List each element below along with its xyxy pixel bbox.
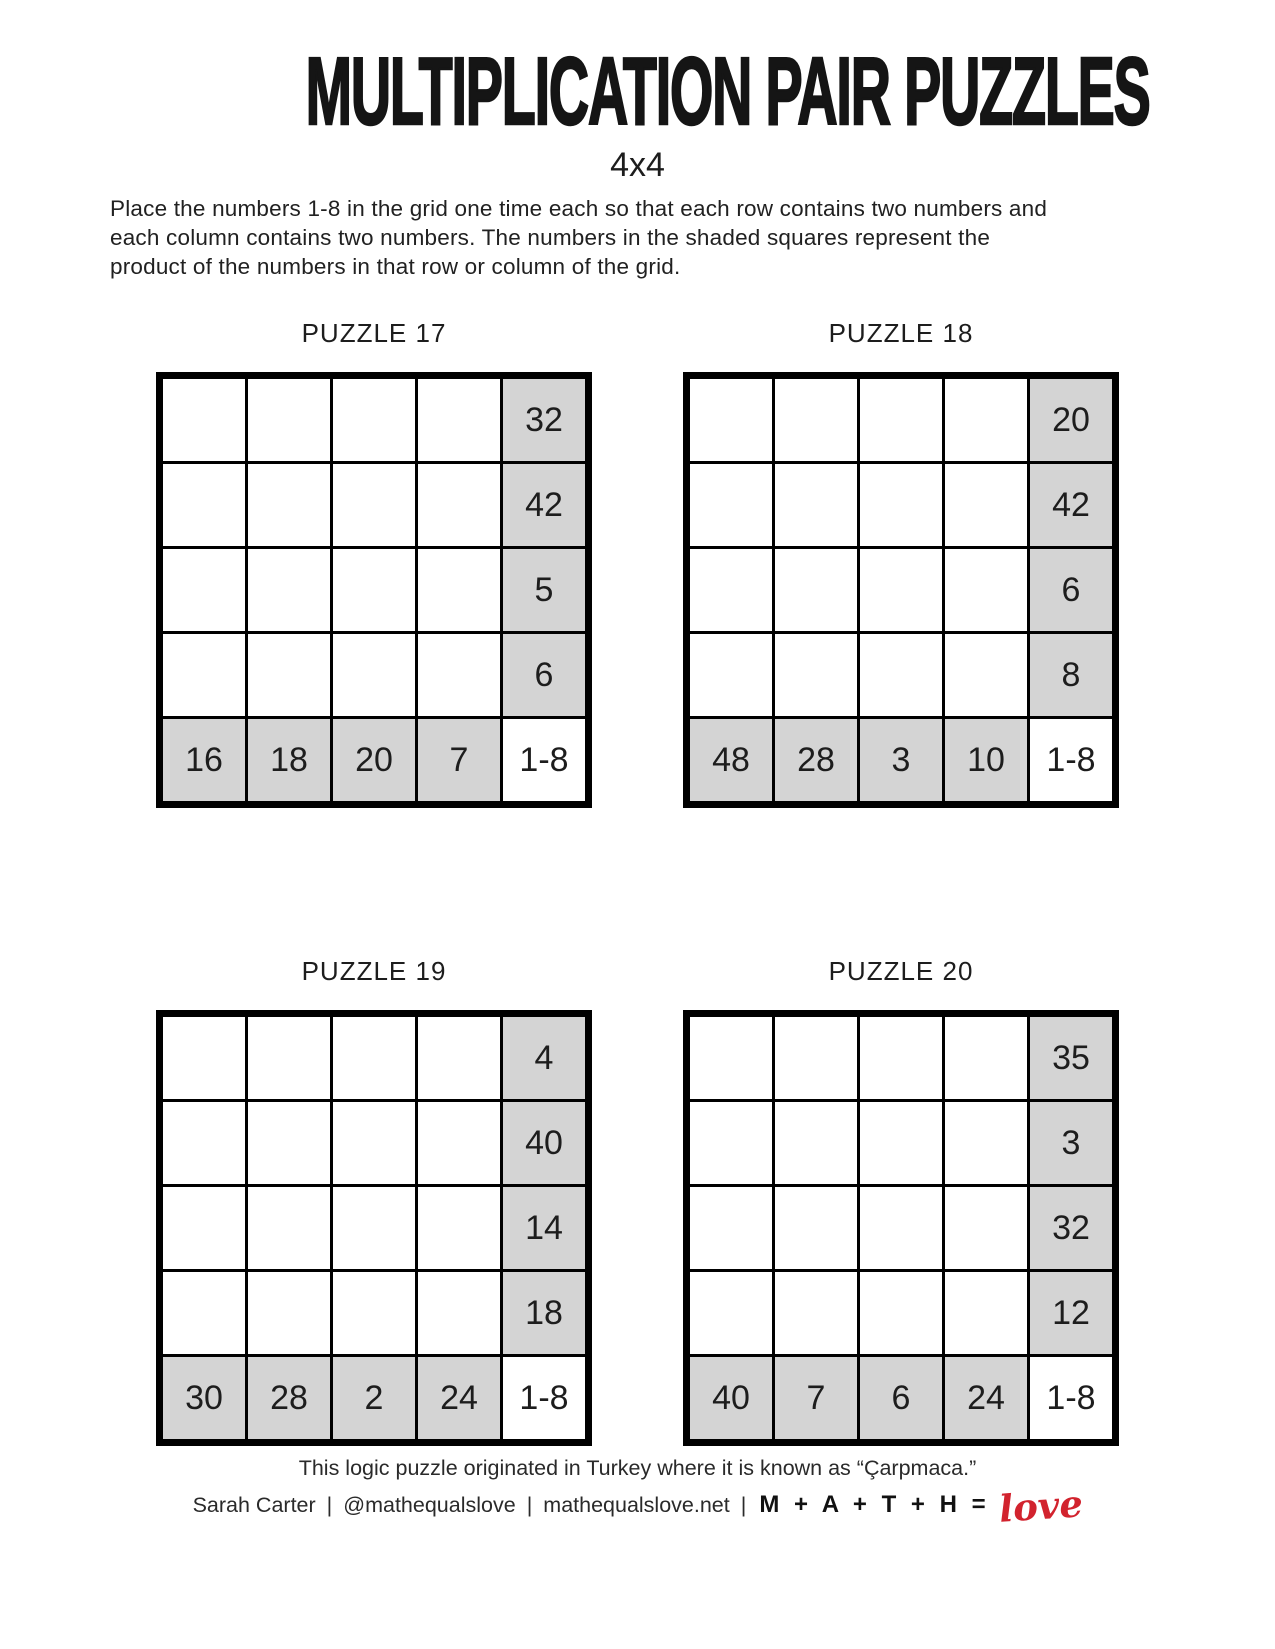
grid-cell-col-product: 30 [163,1357,245,1439]
grid-cell-row-product: 18 [503,1272,585,1354]
grid-cell-empty [163,549,245,631]
grid-cell-col-product: 18 [248,719,330,801]
grid-cell-empty [163,1017,245,1099]
grid-cell-empty [775,464,857,546]
brand-equation: M + A + T + H = [759,1491,990,1518]
grid-cell-range: 1-8 [503,1357,585,1439]
grid-cell-row-product: 3 [1030,1102,1112,1184]
grid-cell-empty [690,379,772,461]
brand-love-script: love [997,1481,1084,1531]
grid-cell-empty [690,1017,772,1099]
grid-cell-row-product: 32 [1030,1187,1112,1269]
grid-cell-row-product: 35 [1030,1017,1112,1099]
grid-cell-empty [860,1272,942,1354]
grid-cell-col-product: 10 [945,719,1027,801]
grid-cell-col-product: 2 [333,1357,415,1439]
grid-cell-empty [860,464,942,546]
grid-cell-empty [333,464,415,546]
grid-cell-empty [860,1187,942,1269]
grid-cell-empty [690,634,772,716]
grid-cell-range: 1-8 [1030,719,1112,801]
grid-cell-col-product: 28 [775,719,857,801]
grid-cell-empty [690,1102,772,1184]
grid-cell-empty [248,1102,330,1184]
grid-cell-col-product: 48 [690,719,772,801]
grid-cell-empty [163,464,245,546]
grid-cell-col-product: 40 [690,1357,772,1439]
author-name: Sarah Carter [192,1493,316,1517]
instructions-line: Place the numbers 1-8 in the grid one time each so that each row contains two numbers and [110,196,1048,221]
puzzle-title: PUZZLE 18 [828,318,974,348]
page-title [0,38,1275,145]
grid-cell-empty [163,1187,245,1269]
grid-cell-empty [248,634,330,716]
origin-note: This logic puzzle originated in Turkey where it is known as “Çarpmaca.” [298,1456,977,1480]
puzzle-grid [156,1010,592,1446]
grid-cell-range: 1-8 [503,719,585,801]
grid-cell-row-product: 20 [1030,379,1112,461]
grid-cell-empty [248,379,330,461]
puzzle-19 [156,956,592,1446]
grid-cell-empty [333,1017,415,1099]
grid-cell-empty [248,1187,330,1269]
social-handle: @mathequalslove [343,1493,516,1517]
grid-cell-col-product: 7 [775,1357,857,1439]
grid-cell-empty [418,1102,500,1184]
grid-cell-empty [333,549,415,631]
grid-cell-empty [333,634,415,716]
puzzle-18 [683,318,1119,808]
separator: | [526,1493,533,1517]
grid-cell-range: 1-8 [1030,1357,1112,1439]
grid-cell-empty [775,379,857,461]
instructions-line: each column contains two numbers. The numbers in the shaded squares represent the [110,225,991,250]
grid-cell-row-product: 32 [503,379,585,461]
grid-cell-empty [775,634,857,716]
grid-cell-empty [945,1187,1027,1269]
page-title-text: MULTIPLICATION PAIR PUZZLES [305,38,1150,145]
grid-cell-empty [418,1272,500,1354]
grid-cell-empty [860,634,942,716]
grid-cell-empty [690,464,772,546]
grid-cell-row-product: 40 [503,1102,585,1184]
grid-cell-empty [163,1272,245,1354]
grid-cell-empty [333,379,415,461]
grid-cell-empty [333,1187,415,1269]
grid-cell-col-product: 6 [860,1357,942,1439]
grid-cell-row-product: 42 [1030,464,1112,546]
grid-cell-empty [163,634,245,716]
grid-cell-row-product: 4 [503,1017,585,1099]
grid-cell-empty [945,1102,1027,1184]
grid-cell-row-product: 6 [1030,549,1112,631]
grid-cell-empty [418,464,500,546]
grid-cell-row-product: 8 [1030,634,1112,716]
grid-cell-empty [418,634,500,716]
grid-cell-col-product: 3 [860,719,942,801]
grid-cell-empty [248,1272,330,1354]
grid-cell-row-product: 5 [503,549,585,631]
grid-cell-empty [418,549,500,631]
grid-cell-empty [945,549,1027,631]
grid-cell-empty [418,379,500,461]
grid-cell-col-product: 16 [163,719,245,801]
puzzle-17 [156,318,592,808]
grid-cell-col-product: 28 [248,1357,330,1439]
grid-cell-empty [163,1102,245,1184]
grid-cell-empty [775,1102,857,1184]
separator: | [326,1493,333,1517]
grid-cell-empty [690,1187,772,1269]
grid-cell-empty [418,1017,500,1099]
puzzle-title: PUZZLE 19 [301,956,447,986]
grid-cell-empty [690,1272,772,1354]
grid-cell-empty [775,1272,857,1354]
puzzle-20 [683,956,1119,1446]
grid-cell-empty [333,1272,415,1354]
instructions [110,194,1200,281]
grid-cell-empty [860,1017,942,1099]
grid-cell-empty [945,634,1027,716]
website-url: mathequalslove.net [543,1493,730,1517]
grid-cell-empty [860,549,942,631]
grid-cell-row-product: 12 [1030,1272,1112,1354]
credit-line [0,1481,1275,1531]
grid-cell-empty [248,1017,330,1099]
puzzle-grid [156,372,592,808]
grid-cell-empty [418,1187,500,1269]
grid-cell-empty [333,1102,415,1184]
grid-cell-row-product: 6 [503,634,585,716]
puzzle-grid [683,1010,1119,1446]
grid-cell-empty [945,1017,1027,1099]
grid-cell-empty [945,464,1027,546]
grid-cell-empty [945,1272,1027,1354]
separator: | [740,1493,747,1517]
grid-cell-col-product: 24 [945,1357,1027,1439]
grid-cell-empty [163,379,245,461]
page-subtitle: 4x4 [610,146,665,184]
puzzle-title: PUZZLE 20 [828,956,974,986]
grid-cell-empty [248,549,330,631]
grid-cell-empty [248,464,330,546]
instructions-line: product of the numbers in that row or column of the grid. [110,254,681,279]
grid-cell-row-product: 14 [503,1187,585,1269]
grid-cell-empty [775,1017,857,1099]
grid-cell-row-product: 42 [503,464,585,546]
grid-cell-col-product: 20 [333,719,415,801]
puzzle-grid [683,372,1119,808]
grid-cell-col-product: 24 [418,1357,500,1439]
puzzle-title: PUZZLE 17 [301,318,447,348]
grid-cell-empty [775,549,857,631]
grid-cell-empty [945,379,1027,461]
grid-cell-empty [690,549,772,631]
grid-cell-empty [775,1187,857,1269]
grid-cell-col-product: 7 [418,719,500,801]
grid-cell-empty [860,1102,942,1184]
grid-cell-empty [860,379,942,461]
